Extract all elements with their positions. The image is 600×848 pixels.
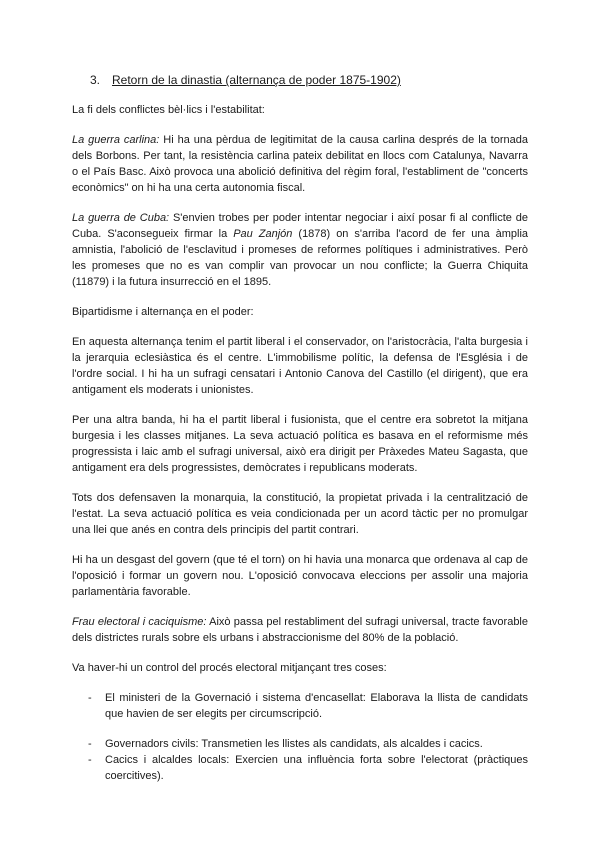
bullet-dash: - xyxy=(88,692,92,704)
electoral-fraud-paragraph xyxy=(72,614,528,646)
list-item-text: Governadors civils: Transmetien les llistes als candidats, als alcaldes i cacics. xyxy=(105,738,483,750)
carlist-war-term: La guerra carlina: xyxy=(72,134,160,146)
control-list xyxy=(72,690,528,784)
electoral-fraud-text: Això passa pel restabliment del sufragi universal, tracte favorable dels districtes rurals sobre els urbans i abstraccionisme del 80% de la població. xyxy=(72,616,528,644)
bullet-dash: - xyxy=(88,754,92,766)
carlist-war-paragraph xyxy=(72,132,528,196)
pau-zanjon: Pau Zanjón xyxy=(233,228,293,240)
carlist-war-text: Hi ha una pèrdua de legitimitat de la causa carlina després de la tornada dels Borbons. Per tant, la resistència carlina pateix debilitat en llocs com Catalunya, Navarra o el País Basc. Això provoca una abolició definitiva del règim foral, l'establiment de "concerts econòmics" on hi ha una certa autonomia fiscal. xyxy=(72,134,528,194)
list-item-text: Cacics i alcaldes locals: Exercien una influència forta sobre l'electorat (pràctiques coercitives). xyxy=(105,754,528,782)
bipartisanship-heading: Bipartidisme i alternança en el poder: xyxy=(72,306,254,318)
government-wear-paragraph: Hi ha un desgast del govern (que té el torn) on hi havia una monarca que ordenava al cap de l'oposició i formar un govern nou. L'oposició convocava eleccions per assolir una majoria parlamentària favorable. xyxy=(72,554,528,598)
alternation-paragraph: En aquesta alternança tenim el partit liberal i el conservador, on l'aristocràcia, l'alta burgesia i la jerarquia eclesiàstica és el centre. L'immobilisme polític, la defensa de l'Església i de l'ordre social. I hi ha un sufragi censatari i Antonio Canova del Castillo (el dirigent), que era antigament els moderats i unionistes. xyxy=(72,336,528,396)
shared-principles-paragraph: Tots dos defensaven la monarquia, la constitució, la propietat privada i la centralització de l'estat. La seva actuació política es veia condicionada per un acord tàctic per no promulgar una llei que anés en contra dels principis del partit contrari. xyxy=(72,492,528,536)
list-item xyxy=(72,690,528,722)
section-heading xyxy=(90,72,528,88)
list-item xyxy=(72,736,528,752)
liberal-party-paragraph: Per una altra banda, hi ha el partit liberal i fusionista, que el centre era sobretot la mitjana burgesia i les classes mitjanes. La seva actuació política es basava en el reformisme més progressista i laic amb el sufragi universal, això era dirigit per Pràxedes Mateu Sagasta, que antigament era dels progressistes, demòcrates i republicans moderats. xyxy=(72,414,528,474)
list-item-text: El ministeri de la Governació i sistema d'encasellat: Elaborava la llista de candidats que havien de ser elegits per circumscripció. xyxy=(105,692,528,720)
cuba-war-text-a: S'envien trobes per poder intentar negociar i així posar fi al conflicte de Cuba. S'aconsegueix firmar la xyxy=(72,212,528,240)
electoral-fraud-term: Frau electoral i caciquisme: xyxy=(72,616,207,628)
electoral-control-intro: Va haver-hi un control del procés electoral mitjançant tres coses: xyxy=(72,662,387,674)
bullet-dash: - xyxy=(88,738,92,750)
list-item xyxy=(72,752,528,784)
cuba-war-paragraph xyxy=(72,210,528,290)
list-spacer xyxy=(72,722,528,736)
section-number: 3. xyxy=(90,73,101,87)
intro-paragraph: La fi dels conflictes bèl·lics i l'estabilitat: xyxy=(72,104,265,116)
cuba-war-text-b: (1878) on s'arriba l'acord de fer una àmplia amnistia, l'abolició de l'esclavitud i promeses de reformes polítiques i administratives. Però les promeses que no es van complir van provocar un nou conflicte; la Guerra Chiquita (11879) i la futura insurrecció en el 1895. xyxy=(72,228,528,288)
cuba-war-term: La guerra de Cuba: xyxy=(72,212,170,224)
section-title: Retorn de la dinastia (alternança de poder 1875-1902) xyxy=(112,73,401,87)
